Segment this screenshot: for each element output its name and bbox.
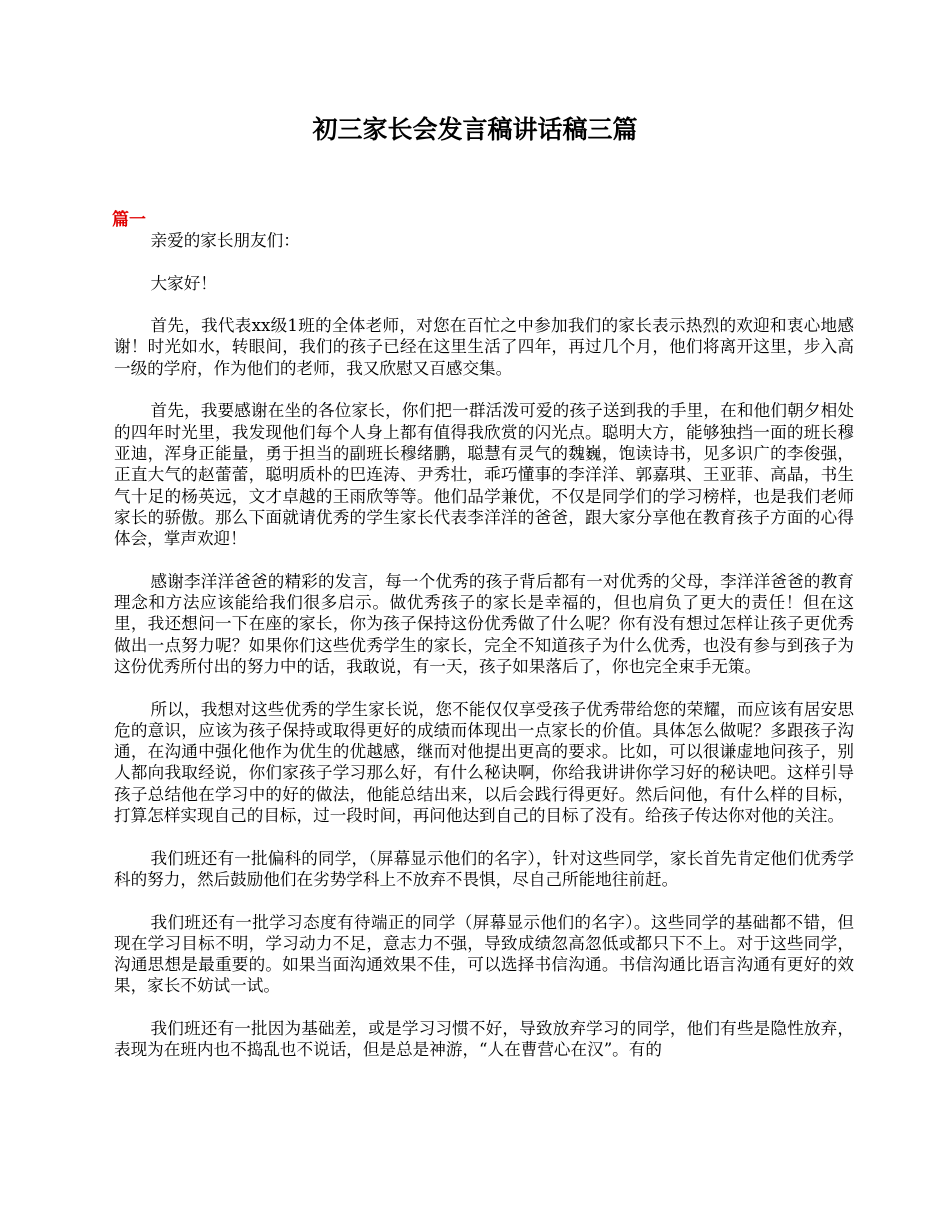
body-paragraph: 所以，我想对这些优秀的学生家长说，您不能仅仅享受孩子优秀带给您的荣耀，而应该有居安思危的意识，应该为孩子保持或取得更好的成绩而体现出一点家长的价值。具体怎么做呢？多跟孩子沟通，在沟通中强化他作为优生的优越感，继而对他提出更高的要求。比如，可以很谦虚地问孩子，别人都向我取经说，你们家孩子学习那么好，有什么秘诀啊，你给我讲讲你学习好的秘诀吧。这样引导孩子总结他在学习中的好的做法，他能总结出来，以后会践行得更好。然后问他，有什么样的目标，打算怎样实现自己的目标，过一段时间，再问他达到自己的目标了没有。给孩子传达你对他的关注。: [114, 699, 854, 826]
body-paragraph: 首先，我要感谢在坐的各位家长，你们把一群活泼可爱的孩子送到我的手里，在和他们朝夕相处的四年时光里，我发现他们每个人身上都有值得我欣赏的闪光点。聪明大方，能够独挡一面的班长穆亚迪，浑身正能量，勇于担当的副班长穆绪鹏，聪慧有灵气的魏巍，饱读诗书，见多识广的李俊强，正直大气的赵蕾蕾，聪明质朴的巴连涛、尹秀壮，乖巧懂事的李洋洋、郭嘉琪、王亚菲、高晶，书生气十足的杨英远，文才卓越的王雨欣等等。他们品学兼优，不仅是同学们的学习榜样，也是我们老师家长的骄傲。那么下面就请优秀的学生家长代表李洋洋的爸爸，跟大家分享他在教育孩子方面的心得体会，掌声欢迎！: [114, 401, 854, 549]
body-paragraph: 首先，我代表xx级1班的全体老师，对您在百忙之中参加我们的家长表示热烈的欢迎和衷心地感谢！时光如水，转眼间，我们的孩子已经在这里生活了四年，再过几个月，他们将离开这里，步入高一级的学府，作为他们的老师，我又欣慰又百感交集。: [114, 316, 854, 378]
document-title: 初三家长会发言稿讲话稿三篇: [312, 115, 638, 144]
body-paragraph: 我们班还有一批偏科的同学，（屏幕显示他们的名字），针对这些同学，家长首先肯定他们优秀学科的努力，然后鼓励他们在劣势学科上不放弃不畏惧，尽自己所能地往前赶。: [114, 848, 854, 889]
greeting-paragraph: 大家好！: [150, 273, 217, 293]
salutation-paragraph: 亲爱的家长朋友们：: [150, 231, 300, 250]
body-paragraph: 我们班还有一批学习态度有待端正的同学（屏幕显示他们的名字）。这些同学的基础都不错，但现在学习目标不明，学习动力不足，意志力不强，导致成绩忽高忽低或都只下不上。对于这些同学，沟通思想是最重要的。如果当面沟通效果不佳，可以选择书信沟通。书信沟通比语言沟通有更好的效果，家长不妨试一试。: [114, 912, 854, 996]
section-heading: 篇一: [112, 210, 146, 230]
body-paragraph: 感谢李洋洋爸爸的精彩的发言，每一个优秀的孩子背后都有一对优秀的父母，李洋洋爸爸的教育理念和方法应该能给我们很多启示。做优秀孩子的家长是幸福的，但也肩负了更大的责任！但在这里，我还想问一下在座的家长，你为孩子保持这份优秀做了什么呢？你有没有想过怎样让孩子更优秀做出一点努力呢？如果你们这些优秀学生的家长，完全不知道孩子为什么优秀，也没有参与到孩子为这份优秀所付出的努力中的话，我敢说，有一天，孩子如果落后了，你也完全束手无策。: [114, 571, 854, 676]
document-body: [114, 230, 854, 1082]
body-paragraph: 我们班还有一批因为基础差，或是学习习惯不好，导致放弃学习的同学，他们有些是隐性放弃，表现为在班内也不捣乱也不说话，但是总是神游，“人在曹营心在汉”。有的: [114, 1018, 854, 1060]
